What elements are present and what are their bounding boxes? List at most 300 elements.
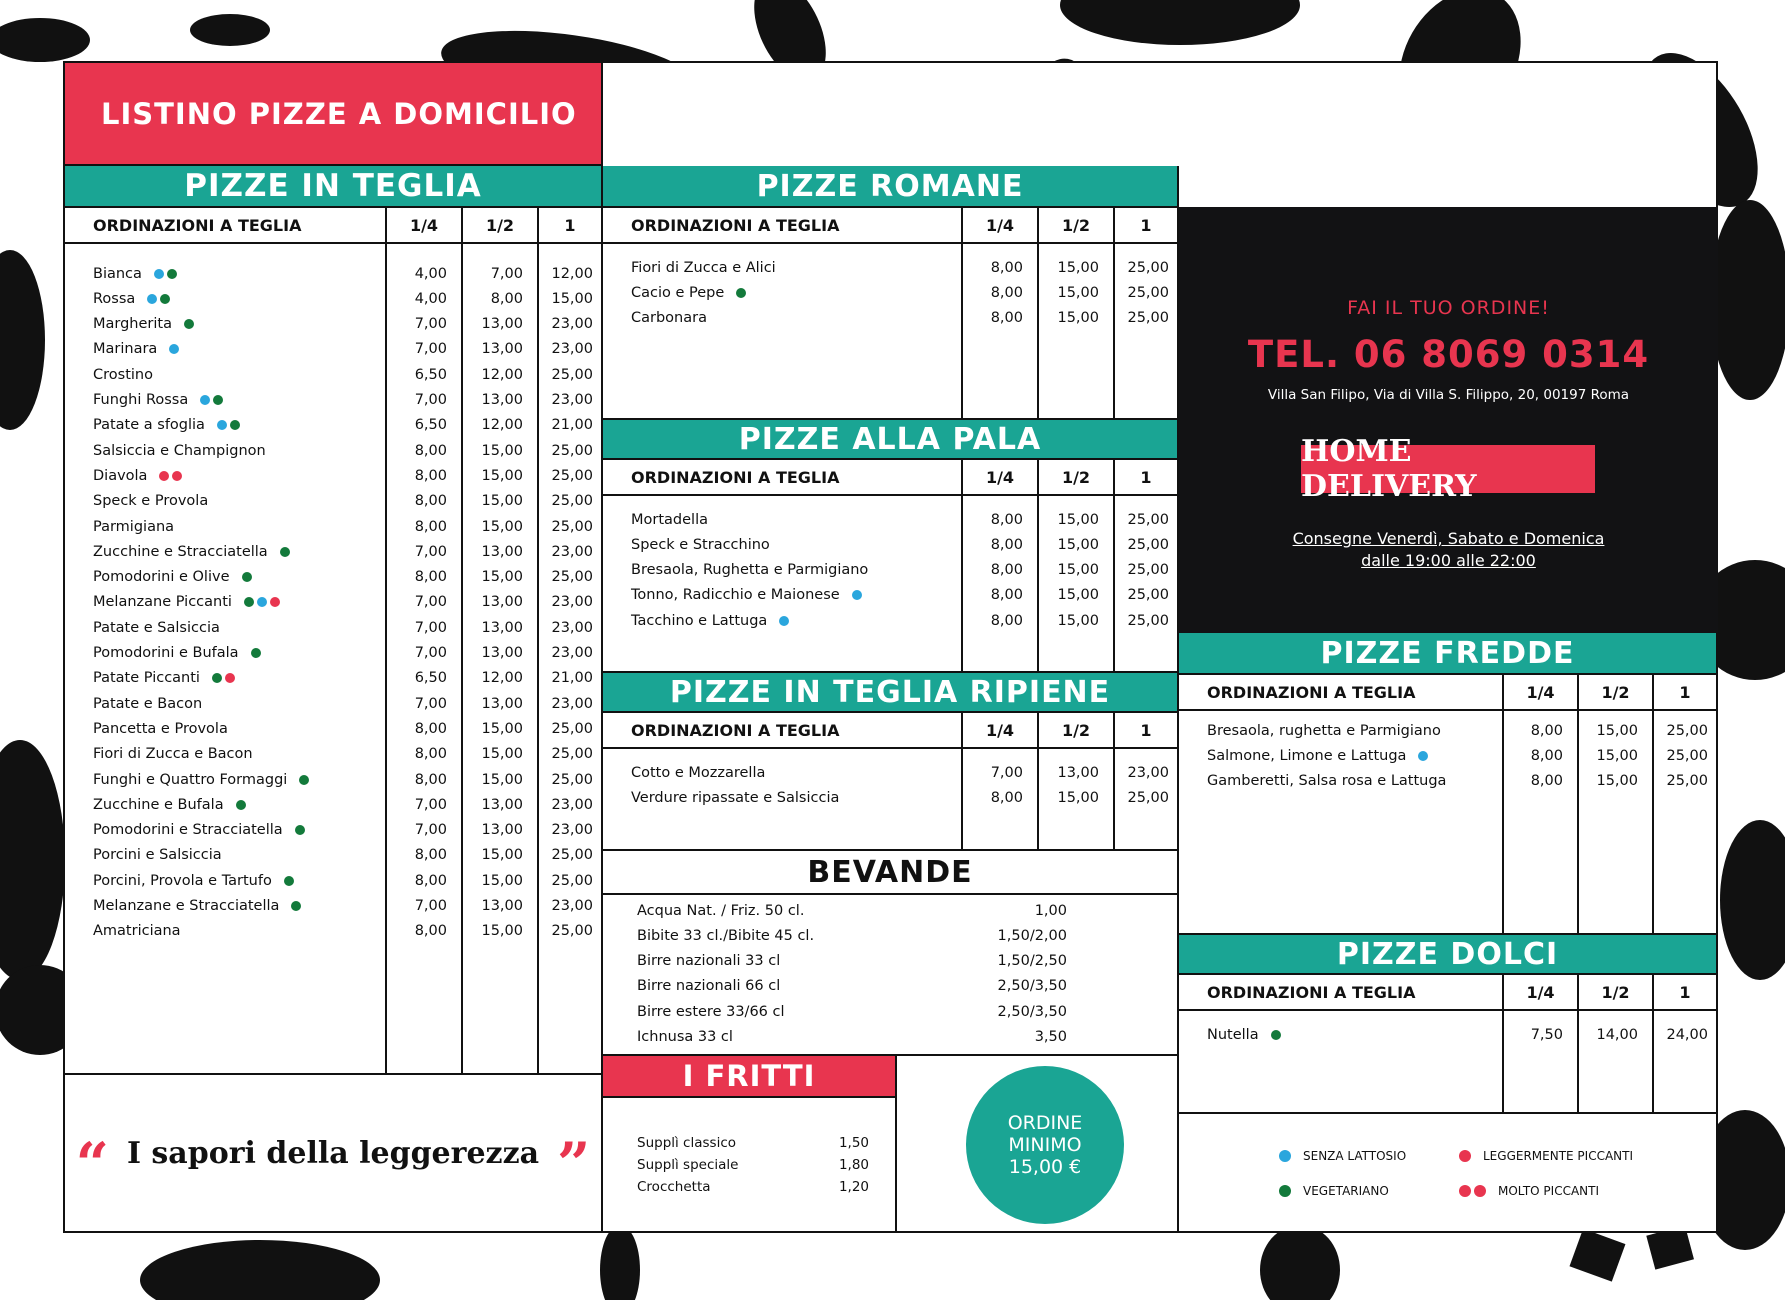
menu-row <box>65 286 603 311</box>
open-quote-icon: “ <box>75 1130 109 1198</box>
green-dot-icon <box>736 288 746 298</box>
section-title: PIZZE FREDDE <box>1179 633 1716 675</box>
price-half: 15,00 <box>481 720 523 737</box>
item-name: Cotto e Mozzarella <box>631 764 766 781</box>
price-quarter: 8,00 <box>1530 747 1563 764</box>
item-name: Tacchino e Lattuga <box>603 613 963 629</box>
price-quarter: 8,00 <box>414 847 447 864</box>
item-name: Bresaola, rughetta e Parmigiano <box>1207 722 1441 739</box>
legend-item-molto-piccanti: MOLTO PICCANTI <box>1459 1184 1599 1198</box>
section-pizze-in-teglia <box>63 166 603 1075</box>
menu-row <box>65 590 603 615</box>
price-full: 25,00 <box>1666 747 1708 764</box>
menu-row <box>65 843 603 868</box>
price-quarter: 7,00 <box>414 645 447 661</box>
diet-dots <box>236 800 246 810</box>
diet-dots <box>242 572 252 582</box>
diet-dots <box>299 775 309 785</box>
legend-item-senza-lattosio: SENZA LATTOSIO <box>1279 1149 1406 1163</box>
menu-row <box>603 583 1179 608</box>
price-half: 12,00 <box>481 366 523 383</box>
menu-row <box>65 868 603 893</box>
price-half: 12,00 <box>481 417 523 434</box>
price-full: 23,00 <box>551 543 593 560</box>
item-name: Pomodorini e Olive <box>65 569 387 585</box>
item-name: Pomodorini e Stracciatella <box>65 822 387 838</box>
blue-dot-icon <box>852 590 862 600</box>
diet-dots <box>736 288 746 298</box>
green-dot-icon <box>244 597 254 607</box>
table-header: ORDINAZIONI A TEGLIA 1/4 1/2 1 <box>603 713 1177 749</box>
red-dot-icon <box>270 597 280 607</box>
price-half: 13,00 <box>481 619 523 636</box>
price-full: 25,00 <box>551 746 593 763</box>
price-quarter: 8,00 <box>414 746 447 763</box>
diet-dots <box>154 269 177 279</box>
item-name: Funghi e Quattro Formaggi <box>65 772 387 788</box>
fritto-price: 1,80 <box>838 1156 869 1173</box>
diet-dots <box>147 294 170 304</box>
price-quarter: 7,00 <box>414 594 447 611</box>
price-half: 15,00 <box>481 467 523 484</box>
menu-row <box>603 255 1179 280</box>
item-name: Pomodorini e Bufala <box>65 645 387 661</box>
green-dot-icon <box>280 547 290 557</box>
menu-row <box>65 641 603 666</box>
price-full: 25,00 <box>1127 587 1169 604</box>
diet-dots <box>212 673 235 683</box>
menu-row <box>1179 718 1718 743</box>
blue-dot-icon <box>147 294 157 304</box>
table-header <box>65 208 601 244</box>
home-delivery-badge: HOME DELIVERY <box>1301 445 1595 493</box>
price-quarter: 7,00 <box>414 341 447 358</box>
price-full: 25,00 <box>551 518 593 535</box>
table-header: ORDINAZIONI A TEGLIA 1/4 1/2 1 <box>603 460 1177 496</box>
menu-row <box>65 767 603 792</box>
green-dot-icon <box>299 775 309 785</box>
drink-name: Birre estere 33/66 cl <box>637 1003 785 1020</box>
drink-name: Birre nazionali 33 cl <box>637 953 781 970</box>
item-name: Margherita <box>65 316 387 332</box>
item-name: Zucchine e Bufala <box>65 797 387 813</box>
price-quarter: 8,00 <box>990 612 1023 629</box>
price-full: 21,00 <box>551 417 593 434</box>
item-name: Carbonara <box>631 310 707 327</box>
price-full: 25,00 <box>551 467 593 484</box>
section-title: PIZZE DOLCI <box>1179 933 1716 975</box>
item-name: Nutella <box>1179 1027 1504 1043</box>
section-title: PIZZE IN TEGLIA <box>65 166 601 208</box>
diet-dots <box>169 344 179 354</box>
price-quarter: 6,50 <box>414 366 447 383</box>
menu-row <box>65 337 603 362</box>
menu-row <box>65 362 603 387</box>
price-quarter: 7,00 <box>414 316 447 333</box>
price-full: 23,00 <box>551 898 593 914</box>
menu-row <box>65 539 603 564</box>
price-half: 15,00 <box>1057 511 1099 528</box>
drink-row <box>637 999 1067 1024</box>
price-full: 25,00 <box>551 493 593 510</box>
drink-price: 1,50/2,50 <box>997 953 1067 970</box>
price-full: 24,00 <box>1666 1026 1708 1043</box>
menu-row <box>65 489 603 514</box>
price-quarter: 7,50 <box>1530 1026 1563 1043</box>
menu-row <box>65 742 603 767</box>
price-half: 15,00 <box>481 872 523 889</box>
slogan-text: I sapori della leggerezza <box>126 1135 540 1171</box>
price-half: 13,00 <box>481 822 523 839</box>
menu-row <box>65 312 603 337</box>
price-full: 23,00 <box>551 392 593 408</box>
price-quarter: 8,00 <box>414 569 447 586</box>
table-header: ORDINAZIONI A TEGLIA 1/4 1/2 1 <box>603 208 1177 244</box>
drink-name: Ichnusa 33 cl <box>637 1029 733 1045</box>
price-half: 13,00 <box>481 341 523 358</box>
price-full: 12,00 <box>551 265 593 282</box>
menu-row <box>65 514 603 539</box>
price-half: 13,00 <box>481 392 523 408</box>
green-dot-icon <box>213 395 223 405</box>
section-pizze-ripiene <box>603 671 1179 849</box>
section-title: PIZZE IN TEGLIA RIPIENE <box>603 671 1177 713</box>
item-name: Salmone, Limone e Lattuga <box>1179 748 1504 764</box>
menu-row <box>65 818 603 843</box>
diet-dots <box>251 648 261 658</box>
drink-name: Bibite 33 cl./Bibite 45 cl. <box>637 927 815 944</box>
green-dot-icon <box>291 901 301 911</box>
price-quarter: 8,00 <box>990 259 1023 276</box>
price-half: 7,00 <box>490 265 523 282</box>
item-name: Speck e Stracchino <box>631 536 770 553</box>
price-full: 25,00 <box>1666 722 1708 739</box>
drink-row <box>637 923 1067 948</box>
green-dot-icon <box>184 319 194 329</box>
green-dot-icon <box>167 269 177 279</box>
price-quarter: 7,00 <box>414 619 447 636</box>
diet-dots <box>295 825 305 835</box>
price-full: 15,00 <box>551 290 593 307</box>
price-quarter: 8,00 <box>414 771 447 788</box>
price-full: 25,00 <box>1127 789 1169 806</box>
item-name: Porcini, Provola e Tartufo <box>65 873 387 889</box>
col-name-header: ORDINAZIONI A TEGLIA <box>93 215 302 235</box>
price-quarter: 7,00 <box>990 764 1023 781</box>
address: Villa San Filipo, Via di Villa S. Filippo, 20, 00197 Roma <box>1267 387 1630 403</box>
price-half: 15,00 <box>481 442 523 459</box>
green-dot-icon <box>212 673 222 683</box>
green-dot-icon <box>242 572 252 582</box>
item-name: Fiori di Zucca e Bacon <box>93 746 253 763</box>
table-header: ORDINAZIONI A TEGLIA 1/4 1/2 1 <box>1179 975 1716 1011</box>
price-full: 23,00 <box>551 695 593 712</box>
price-half: 15,00 <box>1596 747 1638 764</box>
diet-dots <box>280 547 290 557</box>
drink-price: 1,50/2,00 <box>997 927 1067 944</box>
menu-row <box>603 507 1179 532</box>
price-half: 13,00 <box>481 543 523 560</box>
slogan-box <box>63 1075 603 1233</box>
drink-row <box>637 1025 1067 1050</box>
price-quarter: 8,00 <box>990 789 1023 806</box>
price-half: 15,00 <box>481 847 523 864</box>
price-half: 13,00 <box>481 594 523 611</box>
price-full: 23,00 <box>551 796 593 813</box>
legend-item-vegetariano: VEGETARIANO <box>1279 1184 1389 1198</box>
drink-price: 2,50/3,50 <box>997 978 1067 995</box>
price-half: 15,00 <box>481 771 523 788</box>
price-full: 25,00 <box>1127 310 1169 327</box>
order-cta: FAI IL TUO ORDINE! <box>1347 297 1550 319</box>
menu-title-banner <box>63 61 603 166</box>
price-half: 15,00 <box>481 923 523 940</box>
green-dot-icon <box>295 825 305 835</box>
price-half: 15,00 <box>1596 722 1638 739</box>
diet-dots <box>200 395 223 405</box>
menu-row <box>603 306 1179 331</box>
price-half: 15,00 <box>1057 562 1099 579</box>
price-full: 25,00 <box>551 872 593 889</box>
drink-price: 1,00 <box>1034 902 1067 919</box>
blue-dot-icon <box>200 395 210 405</box>
item-name: Marinara <box>65 341 387 357</box>
fritto-row <box>637 1174 869 1199</box>
item-name: Bresaola, Rughetta e Parmigiano <box>631 562 869 579</box>
menu-row <box>1179 1022 1718 1047</box>
price-full: 25,00 <box>551 771 593 788</box>
item-name: Tonno, Radicchio e Maionese <box>603 587 963 603</box>
contact-box <box>1179 207 1718 633</box>
price-quarter: 7,00 <box>414 543 447 560</box>
menu-row <box>65 388 603 413</box>
price-half: 15,00 <box>1057 536 1099 553</box>
price-half: 15,00 <box>481 518 523 535</box>
price-half: 15,00 <box>1057 284 1099 301</box>
price-full: 25,00 <box>1127 284 1169 301</box>
price-quarter: 8,00 <box>414 518 447 535</box>
price-half: 13,00 <box>481 796 523 813</box>
menu-row <box>65 792 603 817</box>
price-half: 13,00 <box>481 898 523 914</box>
item-name: Cacio e Pepe <box>603 285 963 301</box>
green-dot-icon <box>230 420 240 430</box>
drink-price: 3,50 <box>1034 1029 1067 1045</box>
drink-row <box>637 949 1067 974</box>
table-header: ORDINAZIONI A TEGLIA 1/4 1/2 1 <box>1179 675 1716 711</box>
section-bevande <box>603 849 1179 1054</box>
menu-row <box>65 919 603 944</box>
price-quarter: 6,50 <box>414 670 447 687</box>
item-name: Patate e Bacon <box>93 695 203 712</box>
blue-dot-icon <box>257 597 267 607</box>
menu-row <box>1179 769 1718 794</box>
price-full: 23,00 <box>551 645 593 661</box>
price-full: 25,00 <box>1127 259 1169 276</box>
menu-title: LISTINO PIZZE A DOMICILIO <box>101 96 577 131</box>
red-dot-icon <box>172 471 182 481</box>
section-fritti <box>603 1054 897 1233</box>
item-name: Pancetta e Provola <box>93 720 228 737</box>
menu-row <box>65 666 603 691</box>
diet-dots <box>1418 751 1428 761</box>
price-half: 15,00 <box>1596 773 1638 790</box>
price-quarter: 8,00 <box>414 442 447 459</box>
item-name: Funghi Rossa <box>65 392 387 408</box>
price-full: 23,00 <box>551 594 593 611</box>
item-name: Mortadella <box>631 511 708 528</box>
green-dot-icon <box>284 876 294 886</box>
price-half: 15,00 <box>1057 310 1099 327</box>
blue-dot-icon <box>154 269 164 279</box>
price-full: 25,00 <box>551 366 593 383</box>
menu-row <box>1179 743 1718 768</box>
section-title: PIZZE ROMANE <box>603 166 1177 208</box>
price-full: 25,00 <box>1666 773 1708 790</box>
item-name: Diavola <box>65 468 387 484</box>
price-full: 21,00 <box>551 670 593 687</box>
menu-row <box>65 691 603 716</box>
price-full: 23,00 <box>1127 764 1169 781</box>
menu-row <box>603 608 1179 633</box>
fritto-name: Supplì classico <box>637 1134 737 1151</box>
item-name: Patate Piccanti <box>65 670 387 686</box>
blue-dot-icon <box>169 344 179 354</box>
diet-dots <box>284 876 294 886</box>
minimum-order-badge: ORDINE MINIMO 15,00 € <box>966 1066 1124 1224</box>
price-full: 23,00 <box>551 619 593 636</box>
item-name: Patate e Salsiccia <box>93 619 220 636</box>
price-quarter: 8,00 <box>1530 773 1563 790</box>
price-half: 13,00 <box>481 645 523 661</box>
diet-dots <box>1271 1030 1281 1040</box>
green-dot-icon <box>236 800 246 810</box>
price-full: 23,00 <box>551 316 593 333</box>
price-quarter: 4,00 <box>414 290 447 307</box>
price-half: 15,00 <box>1057 612 1099 629</box>
red-dot-icon <box>159 471 169 481</box>
blue-dot-icon <box>1279 1150 1291 1162</box>
price-full: 25,00 <box>1127 562 1169 579</box>
price-quarter: 7,00 <box>414 695 447 712</box>
price-quarter: 8,00 <box>414 872 447 889</box>
price-half: 14,00 <box>1596 1026 1638 1043</box>
price-quarter: 8,00 <box>990 562 1023 579</box>
price-quarter: 8,00 <box>990 536 1023 553</box>
drink-name: Birre nazionali 66 cl <box>637 978 781 995</box>
price-half: 15,00 <box>481 569 523 586</box>
green-dot-icon <box>160 294 170 304</box>
item-name: Parmigiana <box>93 518 175 535</box>
delivery-days: Consegne Venerdì, Sabato e Domenica <box>1292 529 1605 548</box>
menu-row <box>65 413 603 438</box>
col-quarter-header: 1/4 <box>385 208 461 242</box>
price-full: 25,00 <box>1127 612 1169 629</box>
price-quarter: 8,00 <box>414 493 447 510</box>
diet-dots <box>852 590 862 600</box>
menu-row <box>603 785 1179 810</box>
menu-row <box>603 558 1179 583</box>
item-name: Amatriciana <box>93 923 181 940</box>
price-quarter: 8,00 <box>990 511 1023 528</box>
section-pizze-dolci <box>1179 933 1718 1112</box>
phone-number[interactable]: TEL. 06 8069 0314 <box>1247 333 1650 376</box>
close-quote-icon: ” <box>557 1130 591 1198</box>
fish-silhouette <box>1060 0 1300 45</box>
price-half: 15,00 <box>1057 587 1099 604</box>
drink-row <box>637 898 1067 923</box>
price-quarter: 8,00 <box>990 310 1023 327</box>
item-name: Rossa <box>65 291 387 307</box>
item-name: Crostino <box>93 366 153 383</box>
price-full: 25,00 <box>551 569 593 586</box>
menu-row <box>603 532 1179 557</box>
price-full: 25,00 <box>551 923 593 940</box>
diet-dots <box>184 319 194 329</box>
fritto-price: 1,20 <box>838 1178 869 1195</box>
section-title: BEVANDE <box>603 851 1177 895</box>
item-name: Patate a sfoglia <box>65 417 387 433</box>
item-name: Salsiccia e Champignon <box>93 442 266 459</box>
price-quarter: 6,50 <box>414 417 447 434</box>
section-pizze-romane <box>603 166 1179 420</box>
price-quarter: 7,00 <box>414 796 447 813</box>
price-quarter: 7,00 <box>414 898 447 914</box>
price-half: 15,00 <box>1057 789 1099 806</box>
price-full: 25,00 <box>551 847 593 864</box>
drink-name: Acqua Nat. / Friz. 50 cl. <box>637 902 805 919</box>
item-name: Bianca <box>65 266 387 282</box>
price-half: 8,00 <box>490 290 523 307</box>
price-quarter: 4,00 <box>414 265 447 282</box>
diet-dots <box>217 420 240 430</box>
green-dot-icon <box>1279 1185 1291 1197</box>
price-quarter: 7,00 <box>414 392 447 408</box>
menu-row <box>65 565 603 590</box>
menu-row <box>603 280 1179 305</box>
price-quarter: 8,00 <box>1530 722 1563 739</box>
green-dot-icon <box>1271 1030 1281 1040</box>
price-quarter: 7,00 <box>414 822 447 839</box>
col-half-header: 1/2 <box>461 208 537 242</box>
menu-row <box>65 615 603 640</box>
price-half: 13,00 <box>1057 764 1099 781</box>
price-quarter: 8,00 <box>414 467 447 484</box>
item-name: Speck e Provola <box>93 493 209 510</box>
menu-row <box>65 261 603 286</box>
diet-dots <box>291 901 301 911</box>
red-dot-icon <box>225 673 235 683</box>
double-red-dot-icon <box>1459 1185 1486 1197</box>
price-half: 13,00 <box>481 316 523 333</box>
section-pizze-alla-pala <box>603 418 1179 671</box>
section-pizze-fredde <box>1179 633 1718 935</box>
menu-row <box>65 894 603 919</box>
drink-row <box>637 974 1067 999</box>
section-title: PIZZE ALLA PALA <box>603 418 1177 460</box>
price-full: 25,00 <box>551 720 593 737</box>
menu-row <box>65 438 603 463</box>
item-name: Fiori di Zucca e Alici <box>631 259 776 276</box>
red-dot-icon <box>1459 1150 1471 1162</box>
item-name: Zucchine e Stracciatella <box>65 544 387 560</box>
price-half: 15,00 <box>481 746 523 763</box>
fritto-price: 1,50 <box>838 1134 869 1151</box>
blue-dot-icon <box>1418 751 1428 761</box>
blue-dot-icon <box>779 616 789 626</box>
blue-dot-icon <box>217 420 227 430</box>
item-name: Melanzane Piccanti <box>65 594 387 610</box>
